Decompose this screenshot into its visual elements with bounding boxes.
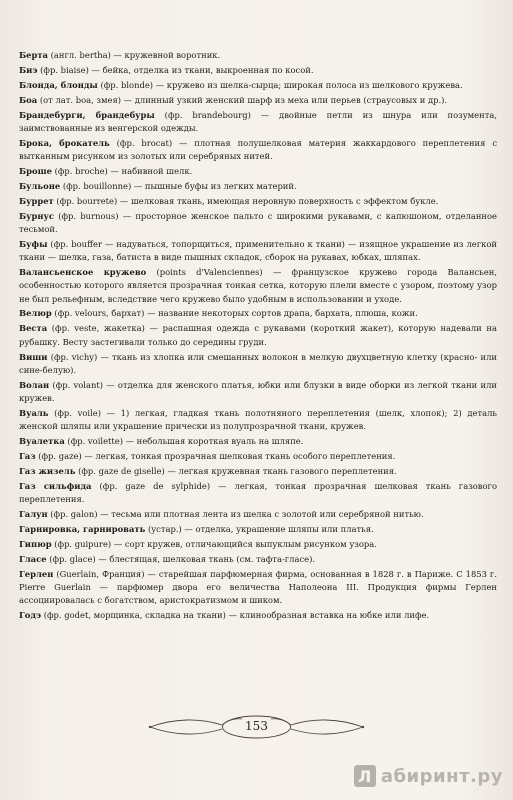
glossary-entry: [19, 480, 497, 507]
entry-term: Газ: [19, 451, 36, 461]
glossary-entry: [19, 450, 497, 463]
entry-term: Вуаль: [19, 407, 49, 418]
glossary-entry: [19, 435, 497, 448]
labirint-watermark: [354, 765, 503, 787]
entry-term: Брандебурги, брандебуры: [19, 109, 155, 120]
entry-term: Виши: [19, 351, 48, 362]
glossary-entry: [19, 165, 497, 178]
glossary-entry: [19, 238, 497, 265]
entry-definition: (фр. blonde) — кружево из шелка-сырца; широкая полоса из шелкового кружева.: [97, 79, 463, 90]
entry-term: Галун: [19, 508, 48, 519]
entry-term: Гарнировка, гарнировать: [19, 523, 146, 534]
entry-term: Велюр: [19, 308, 52, 319]
entry-definition: (фр. biaise) — бейка, отделка из ткани, выкроенная по косой.: [37, 64, 314, 75]
glossary-entry: [19, 465, 497, 478]
glossary-entry: [19, 307, 497, 320]
glossary-entry: [19, 407, 497, 434]
page-number-ornament: [0, 712, 513, 742]
glossary-entry: [19, 195, 497, 208]
entry-term: Газ сильфида: [19, 480, 92, 491]
entry-definition: (от лат. boa, змея) — длинный узкий женский шарф из меха или перьев (страусовых и др.).: [37, 94, 448, 105]
entry-definition: (фр. volant) — отделка для женского платья, юбки или блузки в виде оборки из легкой ткани или кружев.: [19, 379, 497, 404]
entry-term: Гласе: [19, 553, 47, 564]
entry-definition: (points d'Valenciennes) — французское кружево города Валансьен, особенностью которого является прозрачная тонкая сетка, которую плели вместе с узором, поэтому узор не был рельефным, вследствие чего кружево было удобным в использовании и уходе.: [19, 266, 497, 304]
entry-definition: (фр. galon) — тесьма или плотная лента из шелка с золотой или серебряной нитью.: [47, 508, 424, 519]
entry-definition: (фр. voile) — 1) легкая, гладкая ткань полотняного переплетения (шелк, хлопок); 2) деталь женской шляпы или украшение прически из полупрозрачной ткани, кружев.: [19, 407, 497, 432]
entry-term: Буфы: [19, 238, 48, 249]
entry-term: Гипюр: [19, 538, 52, 549]
entry-definition: (Guerlain, Франция) — старейшая парфюмерная фирма, основанная в 1828 г. в Париже. С 1853 г. Pierre Guerlain — парфюмер двора его величества Наполеона III. Продукция фирмы Герлен ассоциировалась с богатством, аристократизмом и шиком.: [19, 568, 497, 606]
glossary-entry: [19, 180, 497, 193]
entry-definition: (фр. godet, морщинка, складка на ткани) — клинообразная вставка на юбке или лифе.: [41, 610, 430, 621]
entry-definition: (фр. glace) — блестящая, шелковая ткань (см. тафта-гласе).: [46, 553, 316, 564]
entry-term: Бурнус: [19, 210, 54, 221]
entry-term: Буррет: [19, 195, 54, 206]
glossary-entry: [19, 266, 497, 306]
entry-definition: (фр. guipure) — сорт кружев, отличающийся выпуклым рисунком узора.: [51, 538, 377, 549]
entry-term: Газ жизель: [19, 465, 76, 476]
glossary-entry: [19, 79, 497, 92]
labirint-logo-icon: Л: [354, 765, 376, 787]
entry-definition: (фр. brocat) — плотная полушелковая материя жаккардового переплетения с вытканным рисунком из золотых или серебряных нитей.: [19, 137, 498, 162]
entry-term: Волан: [19, 379, 50, 390]
entry-term: Блонда, блонды: [19, 79, 98, 90]
glossary-entry: [19, 64, 497, 77]
entry-term: Берта: [19, 50, 48, 60]
entry-term: Брока, брокатель: [19, 137, 110, 148]
glossary-entry: [19, 322, 497, 349]
glossary-entry: [19, 609, 497, 622]
entry-definition: (фр. vichy) — ткань из хлопка или смешанных волокон в мелкую двухцветную клетку (красно- или сине-белую).: [19, 351, 497, 375]
glossary-entry: [19, 508, 497, 521]
entry-term: Годэ: [19, 610, 42, 621]
glossary-entry: [19, 351, 497, 378]
glossary-entry: [19, 94, 497, 107]
glossary-entry: [19, 568, 497, 608]
entry-term: Вуалетка: [19, 436, 65, 447]
glossary-entry: [19, 109, 497, 136]
entry-term: Валансьенское кружево: [19, 266, 147, 277]
entry-term: Биэ: [19, 64, 38, 75]
entry-definition: (фр. gaze de sylphide) — легкая, тонкая прозрачная шелковая ткань газового переплетения.: [19, 480, 497, 505]
entry-definition: (англ. bertha) — кружевной воротник.: [47, 50, 221, 60]
entry-definition: (фр. gaze) — легкая, тонкая прозрачная шелковая ткань особого переплетения.: [35, 451, 396, 461]
entry-definition: (фр. bouffer — надуваться, топорщиться, применительно к ткани) — изящное украшение из легкой ткани — шелка, газа, батиста в виде пышных складок, сборок на рукавах, юбках, шляпах.: [19, 238, 497, 263]
glossary-entry: [19, 538, 497, 551]
entry-term: Герлен: [19, 568, 54, 579]
entry-definition: (фр. bouillonne) — пышные буфы из легких материй.: [60, 180, 297, 191]
entry-definition: (устар.) — отделка, украшение шляпы или платья.: [145, 523, 374, 534]
entry-definition: (фр. veste, жакетка) — распашная одежда с рукавами (короткий жакет), которую надевали на рубашку. Весту застегивали только до середины груди.: [19, 323, 497, 347]
page-number: 153: [245, 719, 268, 733]
glossary-entries: [19, 49, 497, 624]
entry-definition: (фр. burnous) — просторное женское пальто с широкими рукавами, с капюшоном, отделанное тесьмой.: [19, 210, 497, 234]
entry-definition: (фр. velours, бархат) — название некоторых сортов драпа, бархата, плюша, кожи.: [51, 308, 418, 319]
glossary-entry: [19, 553, 497, 566]
glossary-entry: [19, 523, 497, 536]
entry-term: Веста: [19, 323, 48, 334]
glossary-entry: [19, 49, 497, 62]
glossary-entry: [19, 210, 497, 237]
entry-definition: (фр. gaze de giselle) — легкая кружевная ткань газового переплетения.: [75, 465, 397, 476]
entry-term: Броше: [19, 165, 52, 176]
entry-term: Бульоне: [19, 180, 61, 191]
entry-definition: (фр. brandebourg) — двойные петли из шнура или позумента, заимствованные из венгерской одежды.: [19, 109, 497, 133]
entry-definition: (фр. voilette) — небольшая короткая вуаль на шляпе.: [64, 436, 304, 447]
glossary-entry: [19, 137, 497, 164]
entry-definition: (фр. broche) — набивной шелк.: [51, 165, 193, 176]
entry-term: Боа: [19, 94, 38, 105]
glossary-entry: [19, 379, 497, 406]
watermark-text: абиринт.ру: [380, 765, 503, 787]
entry-definition: (фр. bourrete) — шелковая ткань, имеющая неровную поверхность с эффектом букле.: [53, 195, 439, 206]
